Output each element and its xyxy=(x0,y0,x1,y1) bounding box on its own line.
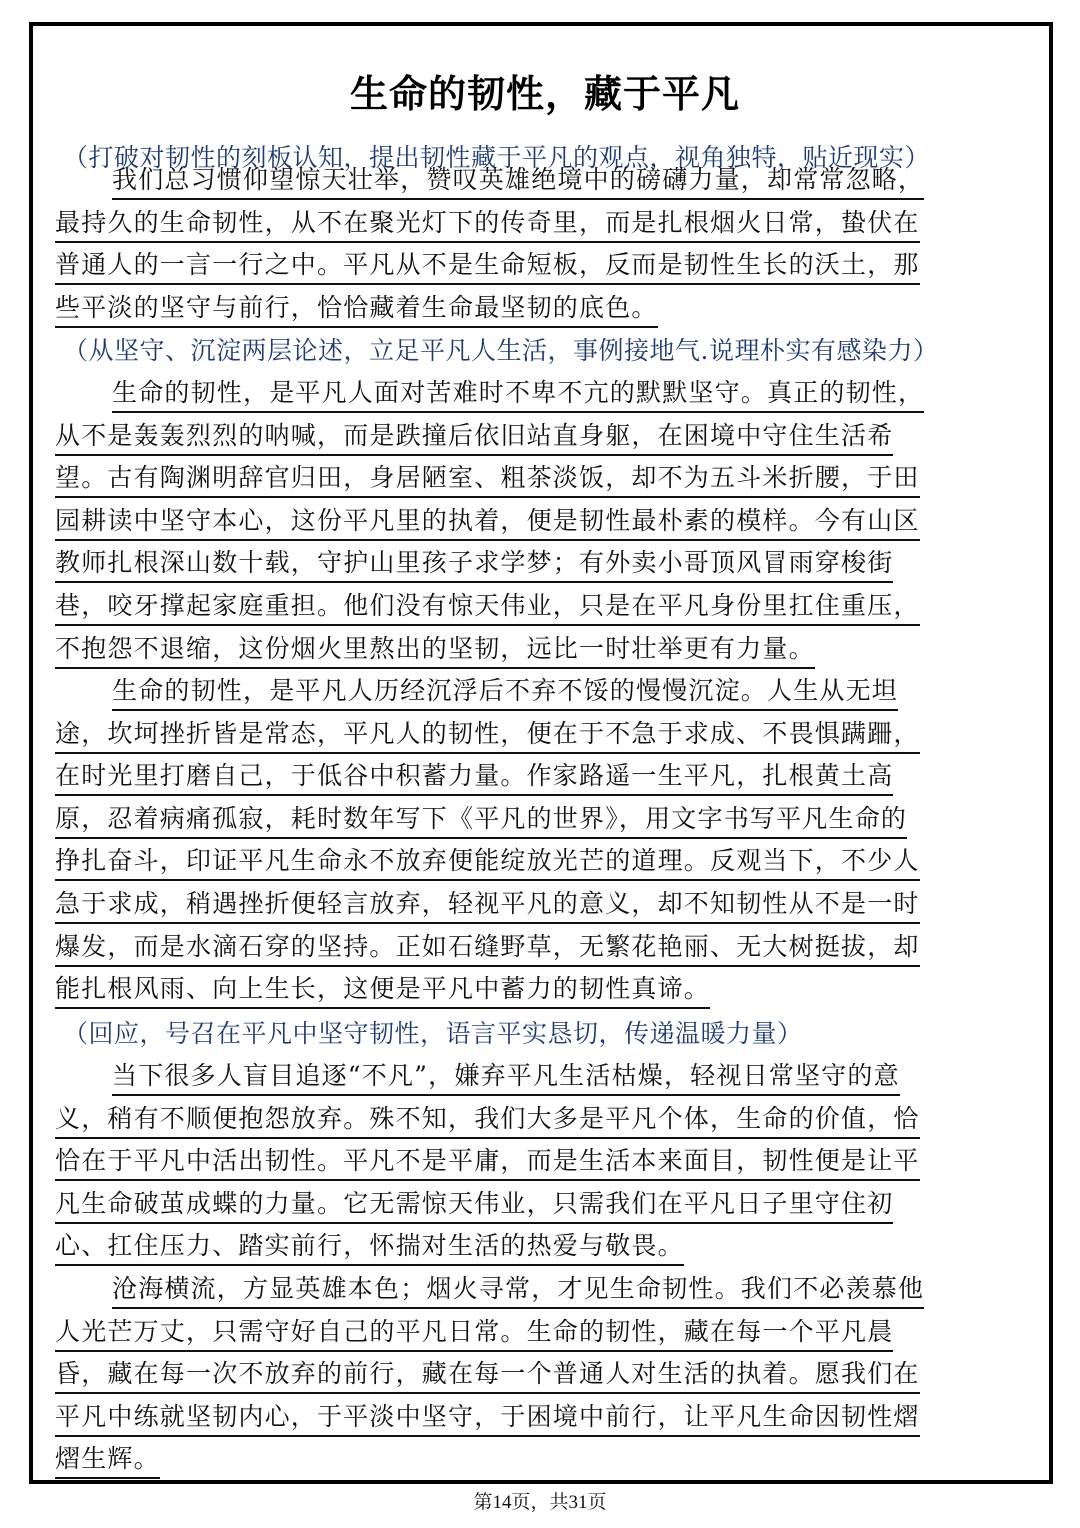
text-line xyxy=(55,671,1015,714)
text-line xyxy=(55,884,1015,927)
line-text: 途，坎坷挫折皆是常态，平凡人的韧性，便在于不急于求成、不畏惧蹒跚， xyxy=(55,716,920,754)
line-text: 义，稍有不顺便抱怨放弃。殊不知，我们大多是平凡个体，生命的价值，恰 xyxy=(55,1101,920,1139)
text-line xyxy=(55,799,1015,842)
text-line xyxy=(55,969,1015,1012)
line-text: 熠生辉。 xyxy=(55,1441,160,1479)
text-line xyxy=(55,629,1015,672)
annotation-note: （回应，号召在平凡中坚守韧性，语言平实恳切，传递温暖力量） xyxy=(63,1019,803,1048)
line-text: 不抱怨不退缩，这份烟火里熬出的坚韧，远比一时壮举更有力量。 xyxy=(55,631,815,669)
text-line xyxy=(55,927,1015,970)
text-line xyxy=(55,714,1015,757)
text-line xyxy=(55,1141,1015,1184)
text-line xyxy=(55,1439,1015,1482)
line-text: 从不是轰轰烈烈的呐喊，而是跌撞后依旧站直身躯，在困境中守住生活希 xyxy=(55,418,893,456)
paragraph-conclusion xyxy=(55,1269,1015,1482)
line-text: 恰在于平凡中活出韧性。平凡不是平庸，而是生活本来面目，韧性便是让平 xyxy=(55,1143,920,1181)
text-line xyxy=(55,288,1015,331)
text-line xyxy=(55,1184,1015,1227)
line-text: 在时光里打磨自己，于低谷中积蓄力量。作家路遥一生平凡，扎根黄土高 xyxy=(55,758,893,796)
line-text: 能扎根风雨、向上生长，这便是平凡中蓄力的韧性真谛。 xyxy=(55,971,710,1009)
essay-title: 生命的韧性，藏于平凡 xyxy=(349,72,740,116)
line-text: 挣扎奋斗，印证平凡生命永不放弃便能绽放光芒的道理。反观当下，不少人 xyxy=(55,843,920,881)
text-line xyxy=(55,1397,1015,1440)
line-text: 教师扎根深山数十载，守护山里孩子求学梦；有外卖小哥顶风冒雨穿梭街 xyxy=(55,545,893,583)
text-line xyxy=(55,1354,1015,1397)
line-text: 沧海横流，方显英雄本色；烟火寻常，才见生命韧性。我们不必羡慕他 xyxy=(112,1271,924,1309)
text-line xyxy=(55,1056,1015,1099)
line-text: 最持久的生命韧性，从不在聚光灯下的传奇里，而是扎根烟火日常，蛰伏在 xyxy=(55,205,920,243)
line-text: 生命的韧性，是平凡人历经沉浮后不弃不馁的慢慢沉淀。人生从无坦 xyxy=(112,673,898,711)
line-text: 人光芒万丈，只需守好自己的平凡日常。生命的韧性，藏在每一个平凡晨 xyxy=(55,1314,893,1352)
paragraph-persistence xyxy=(55,373,1015,671)
text-line xyxy=(55,586,1015,629)
line-text: 巷，咬牙撑起家庭重担。他们没有惊天伟业，只是在平凡身份里扛住重压， xyxy=(55,588,920,626)
annotation-note: （打破对韧性的刻板认知，提出韧性藏于平凡的观点，视角独特，贴近现实） xyxy=(63,143,931,172)
line-text: 些平淡的坚守与前行，恰恰藏着生命最坚韧的底色。 xyxy=(55,290,658,328)
line-text: 望。古有陶渊明辞官归田，身居陋室、粗茶淡饭，却不为五斗米折腰，于田 xyxy=(55,460,920,498)
line-text: 急于求成，稍遇挫折便轻言放弃，轻视平凡的意义，却不知韧性从不是一时 xyxy=(55,886,920,924)
line-text: 当下很多人盲目追逐“不凡”，嫌弃平凡生活枯燥，轻视日常坚守的意 xyxy=(112,1058,900,1096)
paragraph-intro xyxy=(55,160,1015,330)
text-line xyxy=(55,756,1015,799)
text-line xyxy=(55,1269,1015,1312)
line-text: 凡生命破茧成蝶的力量。它无需惊天伟业，只需我们在平凡日子里守住初 xyxy=(55,1186,893,1224)
paragraph-response xyxy=(55,1056,1015,1269)
text-line xyxy=(55,1312,1015,1355)
text-line xyxy=(55,160,1015,203)
text-line xyxy=(55,458,1015,501)
paragraph-accumulation xyxy=(55,671,1015,1012)
text-line xyxy=(55,416,1015,459)
page-number: 第14页，共31页 xyxy=(473,1492,607,1513)
line-text: 原，忍着病痛孤寂，耗时数年写下《平凡的世界》，用文字书写平凡生命的 xyxy=(55,801,907,839)
text-line xyxy=(55,1226,1015,1269)
page-frame xyxy=(29,22,1053,1484)
line-text: 普通人的一言一行之中。平凡从不是生命短板，反而是韧性生长的沃土，那 xyxy=(55,247,920,285)
line-text: 昏，藏在每一次不放弃的前行，藏在每一个普通人对生活的执着。愿我们在 xyxy=(55,1356,920,1394)
text-line xyxy=(55,841,1015,884)
line-text: 心、扛住压力、踏实前行，怀揣对生活的热爱与敬畏。 xyxy=(55,1228,684,1266)
text-line xyxy=(55,501,1015,544)
line-text: 我们总习惯仰望惊天壮举，赞叹英雄绝境中的磅礴力量，却常常忽略， xyxy=(112,162,924,200)
text-line xyxy=(55,245,1015,288)
text-line xyxy=(55,543,1015,586)
text-line xyxy=(55,373,1015,416)
line-text: 生命的韧性，是平凡人面对苦难时不卑不亢的默默坚守。真正的韧性， xyxy=(112,375,924,413)
text-line xyxy=(55,1099,1015,1142)
line-text: 园耕读中坚守本心，这份平凡里的执着，便是韧性最朴素的模样。今有山区 xyxy=(55,503,920,541)
annotation-note: （从坚守、沉淀两层论述，立足平凡人生活，事例接地气.说理朴实有感染力） xyxy=(63,336,939,365)
line-text: 平凡中练就坚韧内心，于平淡中坚守，于困境中前行，让平凡生命因韧性熠 xyxy=(55,1399,920,1437)
text-line xyxy=(55,203,1015,246)
line-text: 爆发，而是水滴石穿的坚持。正如石缝野草，无繁花艳丽、无大树挺拔，却 xyxy=(55,929,920,967)
